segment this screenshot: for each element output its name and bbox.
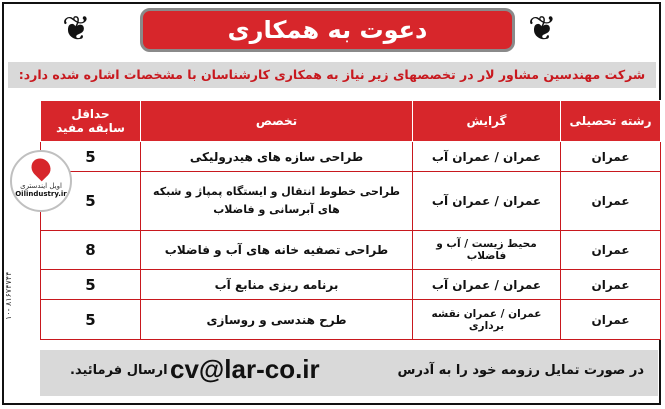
- field-cell: عمران / عمران آب: [413, 142, 561, 172]
- experience-cell: 5: [41, 300, 141, 340]
- specialty-cell: طراحی خطوط انتقال و ایستگاه پمپاژ و شبکه های آبرسانی و فاضلاب: [141, 172, 413, 231]
- major-cell: عمران: [561, 300, 661, 340]
- major-cell: عمران: [561, 172, 661, 231]
- oilindustry-logo: [10, 150, 72, 212]
- header-experience-line2: سابقه مفید: [56, 121, 125, 135]
- table-row: [41, 270, 661, 300]
- experience-cell: 8: [41, 230, 141, 270]
- major-cell: عمران: [561, 270, 661, 300]
- page-title: دعوت به همکاری: [140, 8, 515, 52]
- header-experience: [41, 101, 141, 142]
- specialty-cell: طراحی سازه های هیدرولیکی: [141, 142, 413, 172]
- experience-cell: 5: [41, 270, 141, 300]
- logo-en-text: Oilindustry.ir: [15, 190, 67, 198]
- footer-label: در صورت تمایل رزومه خود را به آدرس: [397, 363, 644, 378]
- field-cell: عمران / عمران آب: [413, 172, 561, 231]
- table-header-row: [41, 101, 661, 142]
- header-experience-line1: حداقل: [71, 107, 110, 121]
- major-cell: عمران: [561, 230, 661, 270]
- field-cell: عمران / عمران آب: [413, 270, 561, 300]
- header-major: رشته تحصیلی: [561, 101, 661, 142]
- oil-drop-icon: [28, 155, 55, 182]
- footer-bar: [40, 350, 658, 396]
- header-specialty: تخصص: [141, 101, 413, 142]
- requirements-table: [40, 100, 661, 340]
- table-row: [41, 230, 661, 270]
- specialty-cell: طرح هندسی و روسازی: [141, 300, 413, 340]
- table-row: [41, 142, 661, 172]
- contact-email[interactable]: cv@lar-co.ir: [170, 354, 320, 384]
- side-code: ۱۰- ۸۱۶۷۴۷۴۴: [4, 271, 13, 320]
- experience-cell: 5: [41, 172, 141, 231]
- specialty-cell: برنامه ریزی منابع آب: [141, 270, 413, 300]
- specialty-cell: طراحی تصفیه خانه های آب و فاضلاب: [141, 230, 413, 270]
- table-row: [41, 172, 661, 231]
- subtitle: شرکت مهندسین مشاور لار در تخصصهای زیر نیاز به همکاری کارشناسان با مشخصات اشاره شده دارد:: [8, 62, 656, 88]
- header-field: گرایش: [413, 101, 561, 142]
- major-cell: عمران: [561, 142, 661, 172]
- table-row: [41, 300, 661, 340]
- logo-fa-text: اویل ایندستری: [20, 182, 62, 190]
- ornament-left-icon: ❦: [62, 9, 91, 49]
- footer-tail: ارسال فرمائید.: [70, 363, 168, 378]
- ornament-right-icon: ❦: [528, 9, 557, 49]
- experience-cell: 5: [41, 142, 141, 172]
- field-cell: عمران / عمران نقشه برداری: [413, 300, 561, 340]
- field-cell: محیط زیست / آب و فاضلاب: [413, 230, 561, 270]
